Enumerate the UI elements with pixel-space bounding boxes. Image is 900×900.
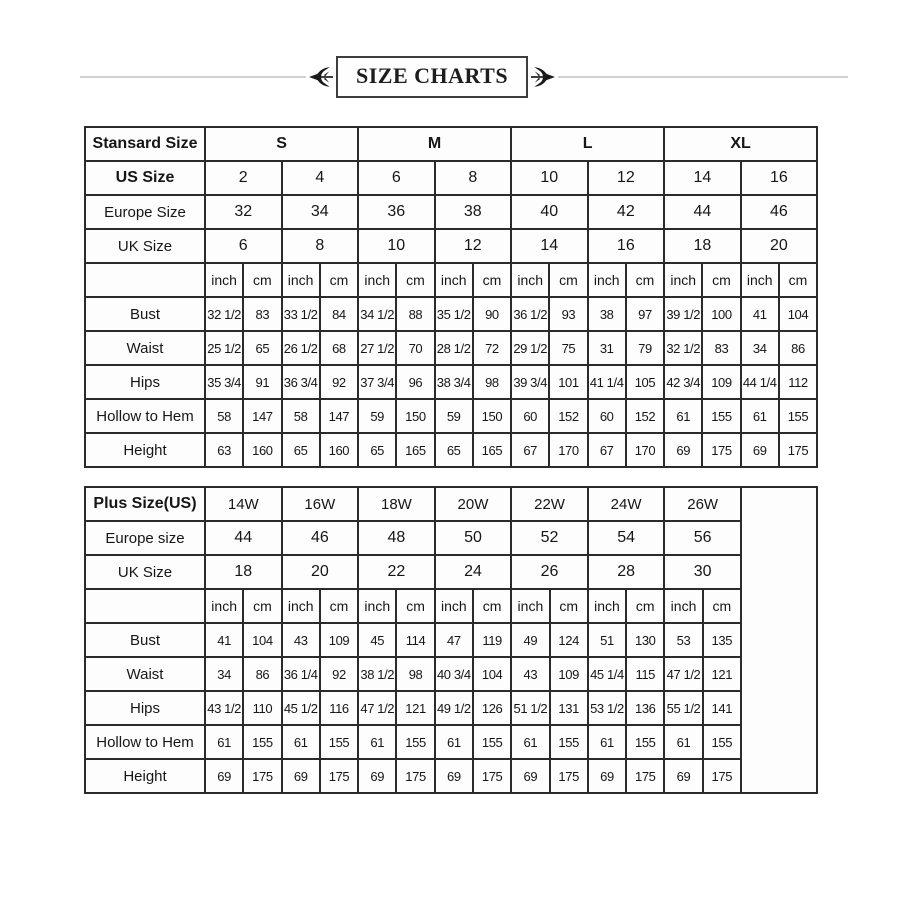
measurement-value: 160 <box>243 433 281 467</box>
measurement-value: 116 <box>320 691 358 725</box>
measurement-label: Waist <box>85 331 205 365</box>
unit-label: cm <box>320 589 358 623</box>
measurement-value: 119 <box>473 623 511 657</box>
measurement-value: 165 <box>396 433 434 467</box>
measurement-value: 104 <box>779 297 817 331</box>
unit-label: cm <box>702 263 740 297</box>
measurement-value: 136 <box>626 691 664 725</box>
measurement-value: 26 1/2 <box>282 331 320 365</box>
measurement-value: 70 <box>396 331 434 365</box>
measurement-value: 86 <box>243 657 281 691</box>
measurement-value: 51 <box>588 623 626 657</box>
measurement-value: 79 <box>626 331 664 365</box>
measurement-value: 69 <box>588 759 626 793</box>
measurement-value: 58 <box>205 399 243 433</box>
measurement-value: 65 <box>243 331 281 365</box>
measurement-value: 155 <box>779 399 817 433</box>
unit-label: inch <box>588 589 626 623</box>
measurement-value: 121 <box>703 657 741 691</box>
leaf-arrow-ornament-left-icon <box>308 65 334 89</box>
measurement-value: 91 <box>243 365 281 399</box>
measurement-value: 126 <box>473 691 511 725</box>
size-value: 46 <box>282 521 359 555</box>
measurement-value: 53 1/2 <box>588 691 626 725</box>
measurement-value: 25 1/2 <box>205 331 243 365</box>
header-rule-left <box>80 76 306 78</box>
size-value: 2 <box>205 161 282 195</box>
measurement-value: 61 <box>282 725 320 759</box>
measurement-value: 34 <box>205 657 243 691</box>
measurement-value: 155 <box>550 725 588 759</box>
measurement-value: 175 <box>779 433 817 467</box>
size-value: 6 <box>205 229 282 263</box>
measurement-label: Hips <box>85 691 205 725</box>
measurement-value: 44 1/4 <box>741 365 779 399</box>
size-value: 24 <box>435 555 512 589</box>
measurement-value: 29 1/2 <box>511 331 549 365</box>
measurement-value: 84 <box>320 297 358 331</box>
measurement-value: 96 <box>396 365 434 399</box>
measurement-value: 101 <box>549 365 587 399</box>
size-group-header: 16W <box>282 487 359 521</box>
measurement-value: 175 <box>550 759 588 793</box>
measurement-value: 83 <box>243 297 281 331</box>
measurement-value: 155 <box>702 399 740 433</box>
measurement-value: 98 <box>396 657 434 691</box>
unit-label: cm <box>703 589 741 623</box>
size-group-header: L <box>511 127 664 161</box>
measurement-value: 93 <box>549 297 587 331</box>
size-group-header: 22W <box>511 487 588 521</box>
unit-label: inch <box>435 263 473 297</box>
measurement-value: 37 3/4 <box>358 365 396 399</box>
measurement-value: 47 1/2 <box>358 691 396 725</box>
measurement-value: 63 <box>205 433 243 467</box>
size-value: 30 <box>664 555 741 589</box>
measurement-label: Hollow to Hem <box>85 725 205 759</box>
size-value: 10 <box>358 229 435 263</box>
unit-label: inch <box>358 263 396 297</box>
measurement-value: 49 1/2 <box>435 691 473 725</box>
measurement-value: 35 1/2 <box>435 297 473 331</box>
measurement-value: 97 <box>626 297 664 331</box>
unit-label: cm <box>396 263 434 297</box>
size-group-header: 14W <box>205 487 282 521</box>
measurement-value: 160 <box>320 433 358 467</box>
leaf-arrow-ornament-right-icon <box>530 65 556 89</box>
size-value: 8 <box>282 229 359 263</box>
measurement-value: 98 <box>473 365 511 399</box>
measurement-value: 55 1/2 <box>664 691 702 725</box>
measurement-value: 69 <box>511 759 549 793</box>
unit-label: cm <box>473 263 511 297</box>
measurement-value: 61 <box>664 399 702 433</box>
measurement-value: 61 <box>205 725 243 759</box>
unit-label: cm <box>550 589 588 623</box>
measurement-value: 43 <box>511 657 549 691</box>
empty-column <box>741 487 817 793</box>
measurement-value: 27 1/2 <box>358 331 396 365</box>
measurement-value: 36 3/4 <box>282 365 320 399</box>
measurement-value: 43 <box>282 623 320 657</box>
size-system-label: UK Size <box>85 555 205 589</box>
size-value: 28 <box>588 555 665 589</box>
measurement-value: 104 <box>473 657 511 691</box>
measurement-value: 61 <box>358 725 396 759</box>
unit-label: inch <box>511 589 549 623</box>
measurement-value: 109 <box>702 365 740 399</box>
measurement-value: 100 <box>702 297 740 331</box>
measurement-value: 59 <box>358 399 396 433</box>
measurement-value: 175 <box>243 759 281 793</box>
unit-label: inch <box>664 589 702 623</box>
unit-label: inch <box>588 263 626 297</box>
measurement-value: 38 1/2 <box>358 657 396 691</box>
measurement-value: 175 <box>473 759 511 793</box>
measurement-value: 105 <box>626 365 664 399</box>
unit-label: cm <box>473 589 511 623</box>
measurement-label: Bust <box>85 623 205 657</box>
size-value: 26 <box>511 555 588 589</box>
measurement-value: 135 <box>703 623 741 657</box>
measurement-value: 61 <box>741 399 779 433</box>
measurement-value: 58 <box>282 399 320 433</box>
size-value: 6 <box>358 161 435 195</box>
size-value: 14 <box>664 161 741 195</box>
size-charts-header <box>80 56 848 98</box>
measurement-value: 155 <box>320 725 358 759</box>
measurement-value: 90 <box>473 297 511 331</box>
size-value: 20 <box>282 555 359 589</box>
measurement-value: 69 <box>664 759 702 793</box>
size-value: 36 <box>358 195 435 229</box>
size-value: 4 <box>282 161 359 195</box>
unit-label: cm <box>626 263 664 297</box>
size-group-header: M <box>358 127 511 161</box>
size-value: 50 <box>435 521 512 555</box>
measurement-value: 175 <box>320 759 358 793</box>
measurement-value: 32 1/2 <box>205 297 243 331</box>
measurement-value: 150 <box>396 399 434 433</box>
size-value: 22 <box>358 555 435 589</box>
measurement-value: 152 <box>626 399 664 433</box>
measurement-value: 61 <box>588 725 626 759</box>
measurement-value: 39 1/2 <box>664 297 702 331</box>
size-group-header: 26W <box>664 487 741 521</box>
size-value: 16 <box>741 161 818 195</box>
measurement-value: 41 <box>741 297 779 331</box>
measurement-value: 61 <box>511 725 549 759</box>
measurement-label: Hips <box>85 365 205 399</box>
size-value: 34 <box>282 195 359 229</box>
size-value: 56 <box>664 521 741 555</box>
size-value: 12 <box>435 229 512 263</box>
size-value: 18 <box>664 229 741 263</box>
measurement-value: 69 <box>741 433 779 467</box>
unit-label: inch <box>511 263 549 297</box>
measurement-value: 155 <box>243 725 281 759</box>
size-value: 32 <box>205 195 282 229</box>
measurement-value: 45 1/4 <box>588 657 626 691</box>
unit-row-spacer <box>85 263 205 297</box>
measurement-value: 69 <box>205 759 243 793</box>
measurement-value: 61 <box>435 725 473 759</box>
measurement-value: 53 <box>664 623 702 657</box>
measurement-value: 69 <box>435 759 473 793</box>
size-group-header: S <box>205 127 358 161</box>
measurement-value: 114 <box>396 623 434 657</box>
measurement-value: 38 3/4 <box>435 365 473 399</box>
measurement-label: Height <box>85 759 205 793</box>
standard-size-table <box>84 126 818 468</box>
measurement-value: 147 <box>243 399 281 433</box>
size-value: 52 <box>511 521 588 555</box>
size-value: 8 <box>435 161 512 195</box>
measurement-value: 175 <box>702 433 740 467</box>
size-value: 48 <box>358 521 435 555</box>
size-value: 18 <box>205 555 282 589</box>
size-system-label: US Size <box>85 161 205 195</box>
measurement-value: 83 <box>702 331 740 365</box>
size-value: 10 <box>511 161 588 195</box>
measurement-value: 65 <box>282 433 320 467</box>
measurement-value: 28 1/2 <box>435 331 473 365</box>
measurement-value: 88 <box>396 297 434 331</box>
measurement-value: 47 1/2 <box>664 657 702 691</box>
size-value: 44 <box>664 195 741 229</box>
measurement-value: 34 1/2 <box>358 297 396 331</box>
measurement-value: 45 1/2 <box>282 691 320 725</box>
measurement-value: 36 1/2 <box>511 297 549 331</box>
measurement-value: 92 <box>320 657 358 691</box>
measurement-label: Hollow to Hem <box>85 399 205 433</box>
unit-label: cm <box>243 589 281 623</box>
unit-label: cm <box>626 589 664 623</box>
measurement-value: 65 <box>435 433 473 467</box>
measurement-value: 170 <box>549 433 587 467</box>
size-value: 16 <box>588 229 665 263</box>
measurement-value: 165 <box>473 433 511 467</box>
measurement-value: 61 <box>664 725 702 759</box>
measurement-value: 33 1/2 <box>282 297 320 331</box>
measurement-value: 72 <box>473 331 511 365</box>
size-value: 44 <box>205 521 282 555</box>
measurement-value: 175 <box>703 759 741 793</box>
measurement-value: 109 <box>550 657 588 691</box>
unit-label: cm <box>243 263 281 297</box>
measurement-value: 49 <box>511 623 549 657</box>
measurement-label: Bust <box>85 297 205 331</box>
size-system-label: Europe size <box>85 521 205 555</box>
measurement-value: 60 <box>511 399 549 433</box>
measurement-value: 65 <box>358 433 396 467</box>
measurement-value: 41 1/4 <box>588 365 626 399</box>
measurement-value: 112 <box>779 365 817 399</box>
measurement-value: 131 <box>550 691 588 725</box>
size-group-header: 18W <box>358 487 435 521</box>
table-corner-label: Stansard Size <box>85 127 205 161</box>
page-title: SIZE CHARTS <box>356 63 509 89</box>
measurement-value: 124 <box>550 623 588 657</box>
measurement-value: 51 1/2 <box>511 691 549 725</box>
size-value: 40 <box>511 195 588 229</box>
measurement-value: 104 <box>243 623 281 657</box>
measurement-value: 175 <box>396 759 434 793</box>
measurement-value: 175 <box>626 759 664 793</box>
measurement-value: 75 <box>549 331 587 365</box>
measurement-value: 38 <box>588 297 626 331</box>
size-value: 38 <box>435 195 512 229</box>
measurement-value: 47 <box>435 623 473 657</box>
size-value: 20 <box>741 229 818 263</box>
measurement-value: 109 <box>320 623 358 657</box>
measurement-value: 170 <box>626 433 664 467</box>
size-system-label: Europe Size <box>85 195 205 229</box>
measurement-value: 155 <box>626 725 664 759</box>
unit-label: inch <box>205 589 243 623</box>
table-corner-label: Plus Size(US) <box>85 487 205 521</box>
measurement-value: 68 <box>320 331 358 365</box>
measurement-value: 41 <box>205 623 243 657</box>
unit-label: cm <box>779 263 817 297</box>
measurement-value: 67 <box>511 433 549 467</box>
measurement-value: 155 <box>396 725 434 759</box>
measurement-value: 150 <box>473 399 511 433</box>
unit-label: inch <box>435 589 473 623</box>
size-group-header: 20W <box>435 487 512 521</box>
measurement-value: 147 <box>320 399 358 433</box>
size-value: 14 <box>511 229 588 263</box>
measurement-value: 43 1/2 <box>205 691 243 725</box>
measurement-value: 39 3/4 <box>511 365 549 399</box>
size-tables <box>84 126 900 794</box>
size-value: 42 <box>588 195 665 229</box>
plus-size-table <box>84 486 818 794</box>
measurement-value: 60 <box>588 399 626 433</box>
unit-label: inch <box>282 589 320 623</box>
size-system-label: UK Size <box>85 229 205 263</box>
size-value: 54 <box>588 521 665 555</box>
unit-label: inch <box>358 589 396 623</box>
unit-label: inch <box>741 263 779 297</box>
size-group-header: 24W <box>588 487 665 521</box>
measurement-value: 59 <box>435 399 473 433</box>
unit-label: inch <box>664 263 702 297</box>
measurement-value: 69 <box>282 759 320 793</box>
size-value: 12 <box>588 161 665 195</box>
measurement-label: Height <box>85 433 205 467</box>
measurement-label: Waist <box>85 657 205 691</box>
measurement-value: 40 3/4 <box>435 657 473 691</box>
measurement-value: 31 <box>588 331 626 365</box>
unit-label: inch <box>205 263 243 297</box>
measurement-value: 69 <box>664 433 702 467</box>
measurement-value: 69 <box>358 759 396 793</box>
header-rule-right <box>558 76 848 78</box>
measurement-value: 86 <box>779 331 817 365</box>
measurement-value: 155 <box>703 725 741 759</box>
unit-label: inch <box>282 263 320 297</box>
measurement-value: 34 <box>741 331 779 365</box>
measurement-value: 152 <box>549 399 587 433</box>
size-value: 46 <box>741 195 818 229</box>
size-charts-title-box <box>336 56 528 97</box>
measurement-value: 141 <box>703 691 741 725</box>
measurement-value: 121 <box>396 691 434 725</box>
unit-label: cm <box>396 589 434 623</box>
unit-row-spacer <box>85 589 205 623</box>
measurement-value: 110 <box>243 691 281 725</box>
measurement-value: 32 1/2 <box>664 331 702 365</box>
measurement-value: 155 <box>473 725 511 759</box>
unit-label: cm <box>320 263 358 297</box>
measurement-value: 42 3/4 <box>664 365 702 399</box>
measurement-value: 36 1/4 <box>282 657 320 691</box>
measurement-value: 92 <box>320 365 358 399</box>
unit-label: cm <box>549 263 587 297</box>
size-group-header: XL <box>664 127 817 161</box>
measurement-value: 35 3/4 <box>205 365 243 399</box>
measurement-value: 115 <box>626 657 664 691</box>
measurement-value: 67 <box>588 433 626 467</box>
measurement-value: 45 <box>358 623 396 657</box>
measurement-value: 130 <box>626 623 664 657</box>
